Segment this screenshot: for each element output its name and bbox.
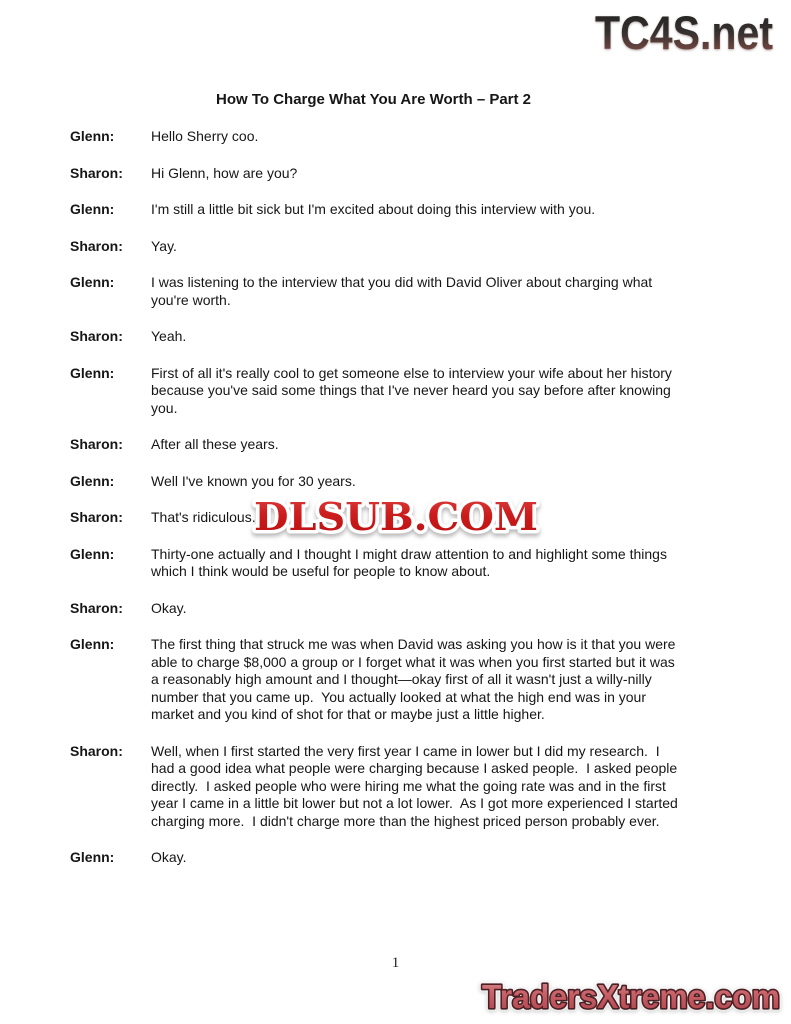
speaker-label: Glenn:: [70, 128, 115, 144]
transcript-row: [70, 365, 682, 418]
page-title: How To Charge What You Are Worth – Part 2: [215, 91, 532, 108]
speaker-label: Sharon:: [70, 599, 123, 616]
speech-text: Yay.: [151, 237, 177, 254]
transcript-row: [70, 546, 682, 581]
transcript-row: [70, 238, 682, 256]
dlsub-watermark-text: DLSUB.COM: [254, 494, 538, 539]
speech-text: Well, when I first started the very first year I came in lower but I did my research. I had a good idea what people were charging because I asked people. I asked people directly. I asked people who were hiring me what the going rate was and in the first year I came in a little bit lower but not a lot lower. As I got more experienced I started charging more. I didn't charge more than the highest priced person probably ever.: [151, 742, 682, 829]
transcript-row: [70, 636, 682, 724]
speech-text: Hello Sherry coo.: [151, 128, 259, 144]
tradersxtreme-logo-text: TradersXtreme.com: [482, 978, 780, 1015]
speaker-label: Glenn:: [70, 636, 115, 652]
page-number: 1: [391, 955, 400, 971]
speaker-label: Glenn:: [70, 849, 115, 865]
speech-text: Okay.: [151, 599, 187, 616]
transcript-row: [70, 849, 682, 867]
speaker-label: Sharon:: [70, 742, 123, 759]
transcript-row: [70, 165, 682, 183]
speech-text: Well I've known you for 30 years.: [151, 472, 356, 489]
speech-text: I was listening to the interview that you did with David Oliver about charging what you're worth.: [151, 274, 657, 308]
transcript-row: [70, 600, 682, 618]
speaker-label: Glenn:: [70, 201, 115, 217]
transcript-row: [70, 328, 682, 346]
dlsub-watermark: [246, 490, 546, 540]
transcript-row: [70, 743, 682, 831]
transcript-row: [70, 274, 682, 309]
speech-text: That's ridiculous.: [151, 509, 256, 525]
speech-text: After all these years.: [151, 436, 279, 452]
speech-text: I'm still a little bit sick but I'm excited about doing this interview with you.: [151, 201, 596, 217]
speech-text: Hi Glenn, how are you?: [151, 164, 298, 181]
speaker-label: Glenn:: [70, 364, 115, 381]
speech-text: Yeah.: [151, 328, 187, 344]
speech-text: Okay.: [151, 849, 187, 865]
speaker-label: Glenn:: [70, 472, 115, 489]
speaker-label: Sharon:: [70, 237, 123, 254]
speech-text: First of all it's really cool to get someone else to interview your wife about her history because you've said some things that I've never heard you say before after knowing you.: [151, 364, 676, 416]
speech-text: Thirty-one actually and I thought I might draw attention to and highlight some things which I think would be useful for people to know about.: [151, 545, 671, 579]
tradersxtreme-logo: [475, 975, 787, 1019]
transcript-row: [70, 128, 682, 146]
speech-text: The first thing that struck me was when David was asking you how is it that you were able to charge $8,000 a group or I forget what it was when you first started but it was a reasonably high amount and I thought—okay first of all it wasn't just a willy-nilly number that you came up. You actually looked at what the high end was in your market and you kind of shot for that or maybe just a little higher.: [151, 636, 680, 722]
speaker-label: Sharon:: [70, 328, 123, 344]
transcript-row: [70, 201, 682, 219]
speaker-label: Sharon:: [70, 436, 123, 452]
speaker-label: Sharon:: [70, 164, 123, 181]
speaker-label: Glenn:: [70, 545, 115, 562]
transcript-row: [70, 436, 682, 454]
tc4s-logo-text: TC4S.net: [595, 6, 774, 59]
tc4s-logo: [589, 4, 779, 60]
transcript-row: [70, 473, 682, 491]
speaker-label: Glenn:: [70, 274, 115, 290]
speaker-label: Sharon:: [70, 509, 123, 525]
